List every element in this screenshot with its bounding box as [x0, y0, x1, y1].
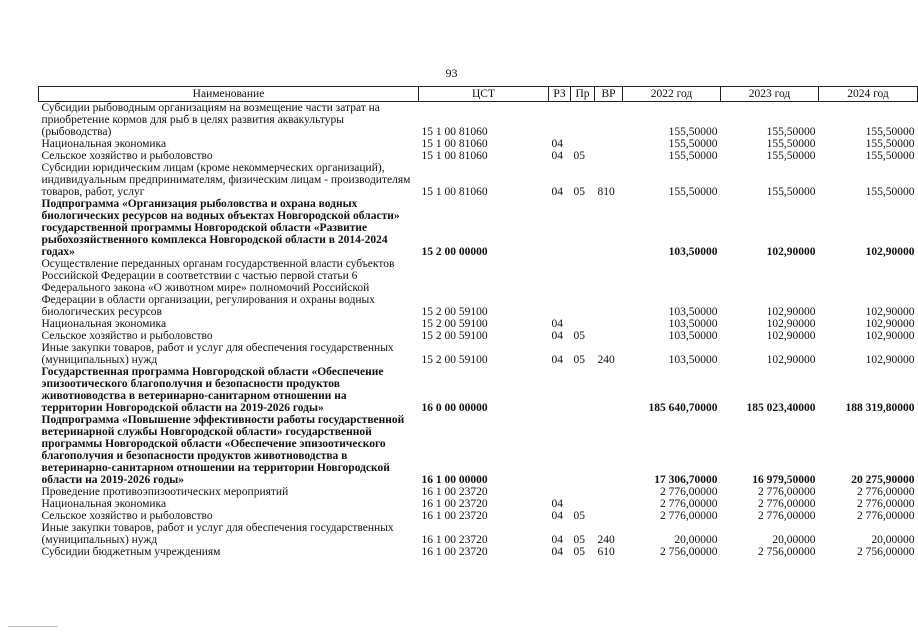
- cell-rz: [549, 414, 571, 486]
- cell-y2022: 103,50000: [668, 354, 718, 366]
- cell-y2024: 102,90000: [865, 330, 915, 342]
- cell-name: Сельское хозяйство и рыболовство: [41, 510, 213, 522]
- page-number: 93: [445, 66, 458, 80]
- cell-cst: 16 1 00 00000: [421, 474, 488, 486]
- table-row: [39, 318, 918, 330]
- cell-rz: 04: [551, 330, 563, 342]
- cell-cst: 15 2 00 59100: [421, 318, 488, 330]
- cell-name: Иные закупки товаров, работ и услуг для обеспечения государственных (муниципальных) нужд: [41, 342, 394, 366]
- cell-pr: [571, 498, 595, 510]
- cell-y2024: 102,90000: [865, 318, 915, 330]
- cell-y2022: 2 776,00000: [660, 510, 718, 522]
- cell-y2023: 155,50000: [766, 126, 816, 138]
- cell-y2024: 102,90000: [865, 246, 915, 258]
- table-header-row: [39, 87, 918, 102]
- cell-y2022: 103,50000: [668, 330, 718, 342]
- cell-pr: [571, 138, 595, 150]
- cell-rz: 04: [551, 498, 563, 510]
- cell-cst: 15 1 00 81060: [421, 150, 488, 162]
- table-row: [39, 258, 918, 318]
- cell-vr: [595, 330, 623, 342]
- cell-y2023: 102,90000: [766, 306, 816, 318]
- cell-pr: [571, 318, 595, 330]
- cell-y2023: 102,90000: [766, 354, 816, 366]
- cell-y2024: 2 776,00000: [857, 486, 915, 498]
- cell-y2022: 155,50000: [668, 126, 718, 138]
- cell-y2022: 20,00000: [674, 534, 718, 546]
- cell-y2024: 188 319,80000: [845, 402, 915, 414]
- cell-pr: [571, 486, 595, 498]
- cell-pr: 05: [573, 150, 585, 162]
- table-row: [39, 342, 918, 366]
- cell-y2023: 155,50000: [766, 186, 816, 198]
- cell-y2024: 155,50000: [865, 150, 915, 162]
- cell-name: Сельское хозяйство и рыболовство: [41, 330, 213, 342]
- cell-name: Государственная программа Новгородской области «Обеспечение эпизоотического благополучия и безопасности продуктов животноводства в ветеринарно-санитарном отношении на территории Новгородской области на 2019-2026 годы»: [41, 366, 384, 414]
- cell-cst: 15 2 00 59100: [421, 354, 488, 366]
- cell-vr: 610: [597, 546, 615, 558]
- col-header-2022: 2022 год: [623, 87, 721, 102]
- cell-y2024: 102,90000: [865, 354, 915, 366]
- cell-cst: 16 1 00 23720: [421, 534, 488, 546]
- cell-pr: 05: [573, 354, 585, 366]
- cell-name: Субсидии юридическим лицам (кроме некоммерческих организаций), индивидуальным предпринимателям, физическим лицам - производителям товаров, работ, услуг: [41, 162, 411, 198]
- cell-vr: [595, 138, 623, 150]
- table-row: [39, 162, 918, 198]
- cell-y2022: 17 306,70000: [654, 474, 718, 486]
- col-header-pr: Пр: [571, 87, 595, 102]
- cell-cst: 15 2 00 00000: [421, 246, 488, 258]
- cell-y2022: 103,50000: [668, 306, 718, 318]
- cell-y2024: 2 756,00000: [857, 546, 915, 558]
- cell-y2023: 2 756,00000: [758, 546, 816, 558]
- cell-rz: 04: [551, 150, 563, 162]
- table-row: [39, 414, 918, 486]
- cell-vr: 240: [597, 534, 615, 546]
- cell-y2022: 2 776,00000: [660, 498, 718, 510]
- cell-vr: [595, 366, 623, 414]
- cell-cst: 15 1 00 81060: [421, 186, 488, 198]
- cell-name: Субсидии бюджетным учреждениям: [41, 546, 221, 558]
- cell-pr: [571, 198, 595, 258]
- cell-y2023: 2 776,00000: [758, 486, 816, 498]
- cell-rz: [549, 102, 571, 139]
- cell-vr: [595, 198, 623, 258]
- col-header-cst: ЦСТ: [419, 87, 549, 102]
- cell-rz: [549, 366, 571, 414]
- cell-y2024: 155,50000: [865, 138, 915, 150]
- table-row: [39, 366, 918, 414]
- cell-cst: 16 1 00 23720: [421, 498, 488, 510]
- cell-name: Субсидии рыбоводным организациям на возмещение части затрат на приобретение кормов для рыб в целях развития аквакультуры (рыбоводства): [41, 102, 380, 138]
- cell-y2024: 155,50000: [865, 186, 915, 198]
- cell-y2022: 185 640,70000: [648, 402, 718, 414]
- cell-y2022: 155,50000: [668, 186, 718, 198]
- col-header-2023: 2023 год: [721, 87, 819, 102]
- table-row: [39, 498, 918, 510]
- cell-y2022: 155,50000: [668, 138, 718, 150]
- table-row: [39, 102, 918, 139]
- cell-rz: 04: [551, 534, 563, 546]
- cell-pr: 05: [573, 546, 585, 558]
- cell-pr: [571, 366, 595, 414]
- cell-pr: 05: [573, 510, 585, 522]
- cell-vr: [595, 414, 623, 486]
- cell-name: Подпрограмма «Повышение эффективности работы государственной ветеринарной службы Новгородской области» государственной программы Новгородской области «Обеспечение эпизоотического благополучия и безопасности продуктов животноводства в ветеринарно-санитарном отношении на территории Новгородской области на 2019-2026 годы»: [41, 414, 405, 486]
- cell-name: Национальная экономика: [41, 138, 167, 150]
- cell-y2024: 155,50000: [865, 126, 915, 138]
- cell-vr: [595, 102, 623, 139]
- cell-vr: [595, 318, 623, 330]
- cell-cst: 15 2 00 59100: [421, 330, 488, 342]
- cell-y2023: 185 023,40000: [746, 402, 816, 414]
- cell-vr: [595, 486, 623, 498]
- cell-y2023: 102,90000: [766, 246, 816, 258]
- col-header-vr: ВР: [595, 87, 623, 102]
- cell-pr: [571, 258, 595, 318]
- cell-name: Иные закупки товаров, работ и услуг для обеспечения государственных (муниципальных) нужд: [41, 522, 394, 546]
- cell-rz: 04: [551, 354, 563, 366]
- cell-rz: 04: [551, 186, 563, 198]
- table-row: [39, 522, 918, 546]
- col-header-name: Наименование: [39, 87, 419, 102]
- cell-rz: [549, 198, 571, 258]
- cell-name: Национальная экономика: [41, 318, 167, 330]
- cell-name: Проведение противоэпизоотических мероприятий: [41, 486, 289, 498]
- cell-y2024: 2 776,00000: [857, 510, 915, 522]
- cell-vr: [595, 510, 623, 522]
- cell-vr: 810: [597, 186, 615, 198]
- cell-cst: 16 1 00 23720: [421, 546, 488, 558]
- cell-y2023: 2 776,00000: [758, 498, 816, 510]
- table-row: [39, 510, 918, 522]
- cell-y2023: 102,90000: [766, 318, 816, 330]
- cell-y2022: 103,50000: [668, 246, 718, 258]
- cell-y2022: 155,50000: [668, 150, 718, 162]
- cell-cst: 16 1 00 23720: [421, 510, 488, 522]
- cell-vr: [595, 258, 623, 318]
- cell-pr: 05: [573, 534, 585, 546]
- cell-y2023: 155,50000: [766, 150, 816, 162]
- cell-y2023: 102,90000: [766, 330, 816, 342]
- cell-y2023: 2 776,00000: [758, 510, 816, 522]
- cell-y2023: 155,50000: [766, 138, 816, 150]
- cell-y2022: 2 756,00000: [660, 546, 718, 558]
- cell-cst: 15 1 00 81060: [421, 126, 488, 138]
- cell-cst: 16 1 00 23720: [421, 486, 488, 498]
- col-header-2024: 2024 год: [819, 87, 918, 102]
- cell-pr: 05: [573, 186, 585, 198]
- cell-y2023: 20,00000: [772, 534, 816, 546]
- cell-vr: [595, 498, 623, 510]
- budget-table: [38, 86, 918, 558]
- cell-vr: 240: [597, 354, 615, 366]
- table-row: [39, 330, 918, 342]
- cell-pr: [571, 102, 595, 139]
- table-row: [39, 198, 918, 258]
- col-header-rz: РЗ: [549, 87, 571, 102]
- cell-rz: 04: [551, 138, 563, 150]
- cell-rz: 04: [551, 318, 563, 330]
- cell-vr: [595, 150, 623, 162]
- cell-cst: 15 1 00 81060: [421, 138, 488, 150]
- cell-name: Осуществление переданных органам государственной власти субъектов Российской Федерации в соответствии с частью первой статьи 6 Федерального закона «О животном мире» полномочий Российской Федерации в области организации, регулирования и охраны водных биологических ресурсов: [41, 258, 395, 318]
- cell-cst: 16 0 00 00000: [421, 402, 488, 414]
- cell-y2024: 102,90000: [865, 306, 915, 318]
- cell-rz: [549, 258, 571, 318]
- cell-rz: [549, 486, 571, 498]
- cell-pr: [571, 414, 595, 486]
- cell-y2024: 2 776,00000: [857, 498, 915, 510]
- footer-divider: [8, 626, 58, 627]
- cell-y2023: 16 979,50000: [752, 474, 816, 486]
- table-row: [39, 486, 918, 498]
- cell-name: Сельское хозяйство и рыболовство: [41, 150, 213, 162]
- table-body: [39, 102, 918, 559]
- table-row: [39, 138, 918, 150]
- cell-rz: 04: [551, 510, 563, 522]
- cell-name: Подпрограмма «Организация рыболовства и охрана водных биологических ресурсов на водных объектах Новгородской области» государственной программы Новгородской области «Развитие рыбохозяйственного комплекса Новгородской области в 2014-2024 годах»: [41, 198, 400, 258]
- cell-y2022: 103,50000: [668, 318, 718, 330]
- cell-cst: 15 2 00 59100: [421, 306, 488, 318]
- cell-y2024: 20,00000: [871, 534, 915, 546]
- cell-rz: 04: [551, 546, 563, 558]
- cell-pr: 05: [573, 330, 585, 342]
- table-row: [39, 150, 918, 162]
- cell-name: Национальная экономика: [41, 498, 167, 510]
- table-row: [39, 546, 918, 558]
- cell-y2024: 20 275,90000: [851, 474, 915, 486]
- cell-y2022: 2 776,00000: [660, 486, 718, 498]
